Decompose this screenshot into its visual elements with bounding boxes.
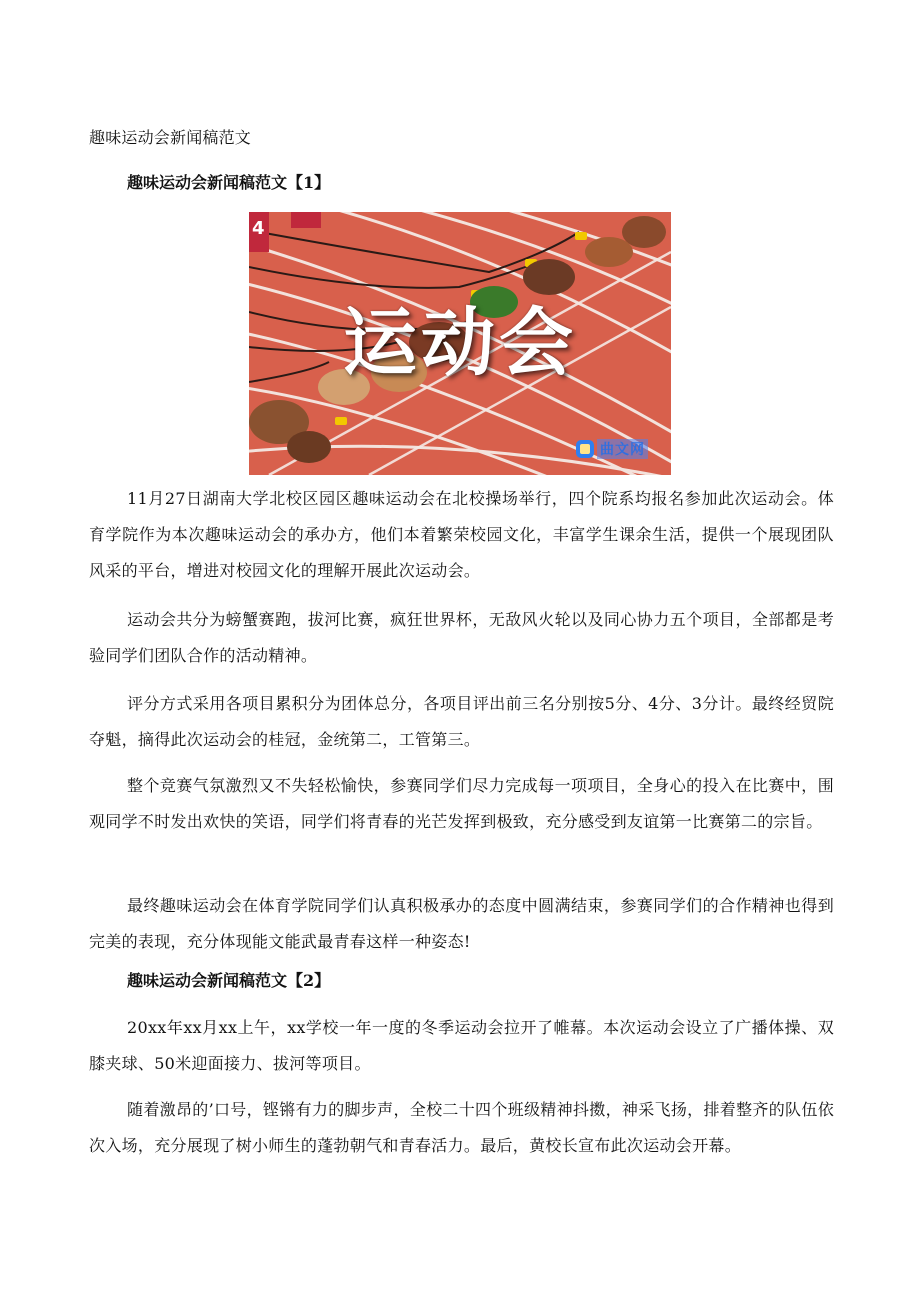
section-heading-1: 趣味运动会新闻稿范文【1】 bbox=[127, 173, 331, 192]
document-title: 趣味运动会新闻稿范文 bbox=[89, 128, 252, 147]
paragraph-1-5: 最终趣味运动会在体育学院同学们认真积极承办的态度中圆满结束，参赛同学们的合作精神也得到完美的表现，充分体现能文能武最青春这样一种姿态! bbox=[89, 896, 834, 951]
hero-image bbox=[249, 212, 671, 475]
paragraph-1-3: 评分方式采用各项目累积分为团体总分，各项目评出前三名分别按5分、4分、3分计。最终经贸院夺魁，摘得此次运动会的桂冠，金统第二，工管第三。 bbox=[89, 694, 834, 749]
paragraph-1-1: 11月27日湖南大学北校区园区趣味运动会在北校操场举行，四个院系均报名参加此次运动会。体育学院作为本次趣味运动会的承办方，他们本着繁荣校园文化，丰富学生课余生活，提供一个展现团队风采的平台，增进对校园文化的理解开展此次运动会。 bbox=[89, 489, 834, 580]
paragraph-1-2: 运动会共分为螃蟹赛跑，拔河比赛，疯狂世界杯，无敌风火轮以及同心协力五个项目，全部都是考验同学们团队合作的活动精神。 bbox=[89, 610, 834, 665]
watermark bbox=[576, 439, 648, 459]
hero-overlay-text: 运动会 bbox=[343, 300, 577, 386]
paragraph-2-1: 20xx年xx月xx上午，xx学校一年一度的冬季运动会拉开了帷幕。本次运动会设立了广播体操、双膝夹球、50米迎面接力、拔河等项目。 bbox=[89, 1018, 834, 1073]
watermark-logo-icon bbox=[576, 440, 594, 458]
section-heading-2: 趣味运动会新闻稿范文【2】 bbox=[127, 971, 331, 990]
lane-number: 4 bbox=[252, 218, 265, 239]
paragraph-2-2: 随着激昂的’口号，铿锵有力的脚步声，全校二十四个班级精神抖擞，神采飞扬，排着整齐的队伍依次入场，充分展现了树小师生的蓬勃朝气和青春活力。最后，黄校长宣布此次运动会开幕。 bbox=[89, 1100, 834, 1155]
paragraph-1-4: 整个竞赛气氛激烈又不失轻松愉快，参赛同学们尽力完成每一项项目，全身心的投入在比赛中，围观同学不时发出欢快的笑语，同学们将青春的光芒发挥到极致，充分感受到友谊第一比赛第二的宗旨。 bbox=[89, 776, 834, 831]
watermark-text: 曲文网 bbox=[597, 439, 648, 459]
